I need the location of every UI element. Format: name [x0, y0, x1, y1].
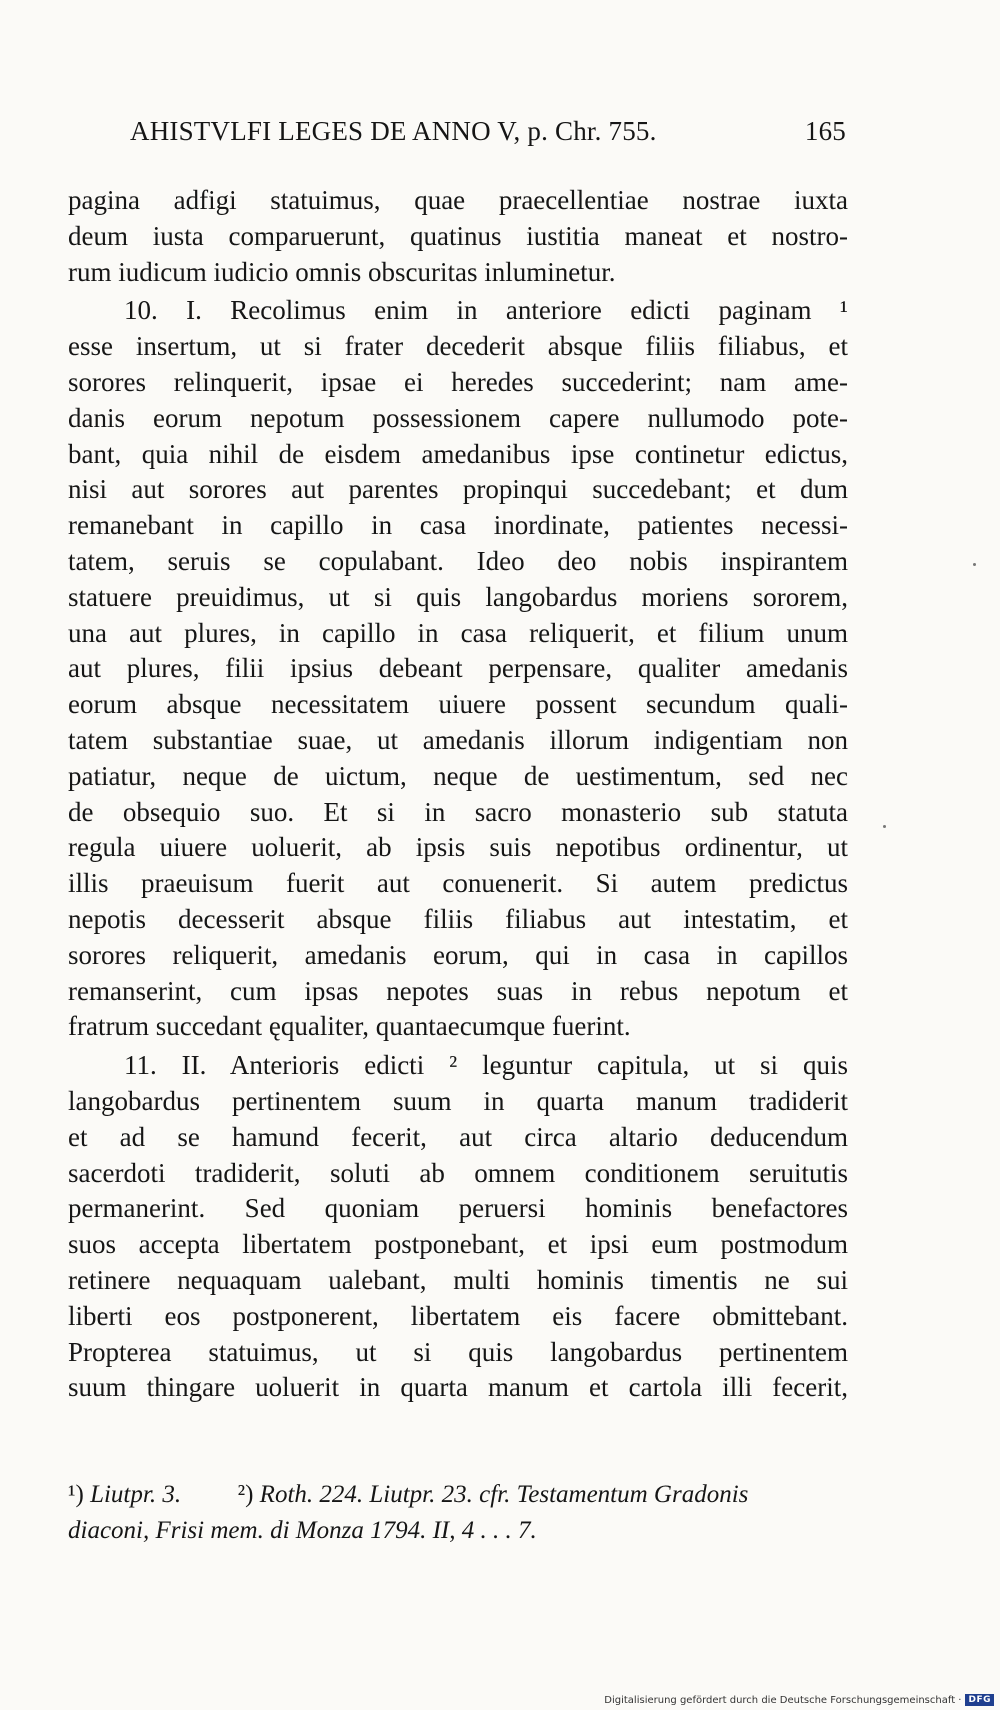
text-line: suum thingare uoluerit in quarta manum et cartola illi fecerit, — [68, 1372, 848, 1403]
footnote-2-continuation: diaconi, Frisi mem. di Monza 1794. II, 4 . . . 7. — [68, 1517, 537, 1544]
footnote-1-text: Liutpr. 3. — [90, 1481, 182, 1508]
footnote-line-1 — [68, 1477, 848, 1513]
text-line: danis eorum nepotum possessionem capere nullumodo pote- — [68, 402, 848, 433]
running-head — [68, 116, 848, 156]
digitization-credit — [604, 1694, 994, 1706]
text-line: sorores reliquerit, amedanis eorum, qui in casa in capillos — [68, 939, 848, 970]
text-line: langobardus pertinentem suum in quarta manum tradiderit — [68, 1085, 848, 1116]
text-line: fratrum succedant ęqualiter, quantaecumque fuerint. — [68, 1011, 631, 1042]
text-line: de obsequio suo. Et si in sacro monasterio sub statuta — [68, 796, 848, 827]
running-title: AHISTVLFI LEGES DE ANNO V, p. Chr. 755. — [130, 116, 657, 146]
text-line: tatem, seruis se copulabant. Ideo deo nobis inspirantem — [68, 545, 848, 576]
body-text — [68, 183, 848, 1406]
paper-speck — [883, 825, 886, 828]
text-line: una aut plures, in capillo in casa reliquerit, et filium unum — [68, 617, 848, 648]
page-number: 165 — [804, 116, 846, 146]
text-line: sacerdoti tradiderit, soluti ab omnem conditionem seruitutis — [68, 1157, 848, 1188]
section-11-first-line: 11. II. Anterioris edicti ² leguntur capitula, ut si quis — [124, 1050, 848, 1081]
text-line: statuere preuidimus, ut si quis langobardus moriens sororem, — [68, 581, 848, 612]
section-10-first-line: 10. I. Recolimus enim in anteriore edicti paginam ¹ — [124, 295, 848, 326]
text-line: liberti eos postponerent, libertatem eis facere obmittebant. — [68, 1300, 848, 1331]
footnote-1-marker: ¹) — [68, 1481, 84, 1508]
text-line: et ad se hamund fecerit, aut circa altario deducendum — [68, 1121, 848, 1152]
text-line: permanerint. Sed quoniam peruersi hominis benefactores — [68, 1193, 848, 1224]
paper-speck — [973, 563, 976, 566]
text-line: rum iudicum iudicio omnis obscuritas inluminetur. — [68, 256, 616, 287]
footnotes — [68, 1477, 848, 1549]
credit-text: Digitalisierung gefördert durch die Deutsche Forschungsgemeinschaft · — [604, 1694, 962, 1706]
page — [68, 0, 848, 1710]
text-line: tatem substantiae suae, ut amedanis illorum indigentiam non — [68, 724, 848, 755]
text-line: retinere nequaquam ualebant, multi hominis timentis ne sui — [68, 1264, 848, 1295]
text-line: aut plures, filii ipsius debeant perpensare, qualiter amedanis — [68, 653, 848, 684]
text-line: pagina adfigi statuimus, quae praecellentiae nostrae iuxta — [68, 185, 848, 215]
text-line: illis praeuisum fuerit aut conuenerit. Si autem predictus — [68, 868, 848, 899]
text-line: remanebant in capillo in casa inordinate, patientes necessi- — [68, 510, 848, 541]
text-line: esse insertum, ut si frater decederit absque filiis filiabus, et — [68, 331, 848, 362]
text-line: nepotis decesserit absque filiis filiabus aut intestatim, et — [68, 903, 848, 934]
text-line: regula uiuere uoluerit, ab ipsis suis nepotibus ordinentur, ut — [68, 832, 848, 863]
text-line: nisi aut sorores aut parentes propinqui succedebant; et dum — [68, 474, 848, 505]
footnote-2-marker: ²) — [237, 1481, 254, 1508]
text-line: sorores relinquerit, ipsae ei heredes succederint; nam ame- — [68, 366, 848, 397]
text-line: deum iusta comparuerunt, quatinus iustitia maneat et nostro- — [68, 220, 848, 251]
footnote-2-text: Roth. 224. Liutpr. 23. cfr. Testamentum Gradonis — [259, 1481, 749, 1508]
text-line: remanserint, cum ipsas nepotes suas in rebus nepotum et — [68, 975, 848, 1006]
text-line: Propterea statuimus, ut si quis langobardus pertinentem — [68, 1336, 848, 1367]
dfg-logo-icon: DFG — [965, 1694, 994, 1706]
text-line: bant, quia nihil de eisdem amedanibus ipse continetur edictus, — [68, 438, 848, 469]
text-line: eorum absque necessitatem uiuere possent secundum quali- — [68, 689, 848, 720]
text-line: patiatur, neque de uictum, neque de uestimentum, sed nec — [68, 760, 848, 791]
text-line: suos accepta libertatem postponebant, et ipsi eum postmodum — [68, 1229, 848, 1260]
